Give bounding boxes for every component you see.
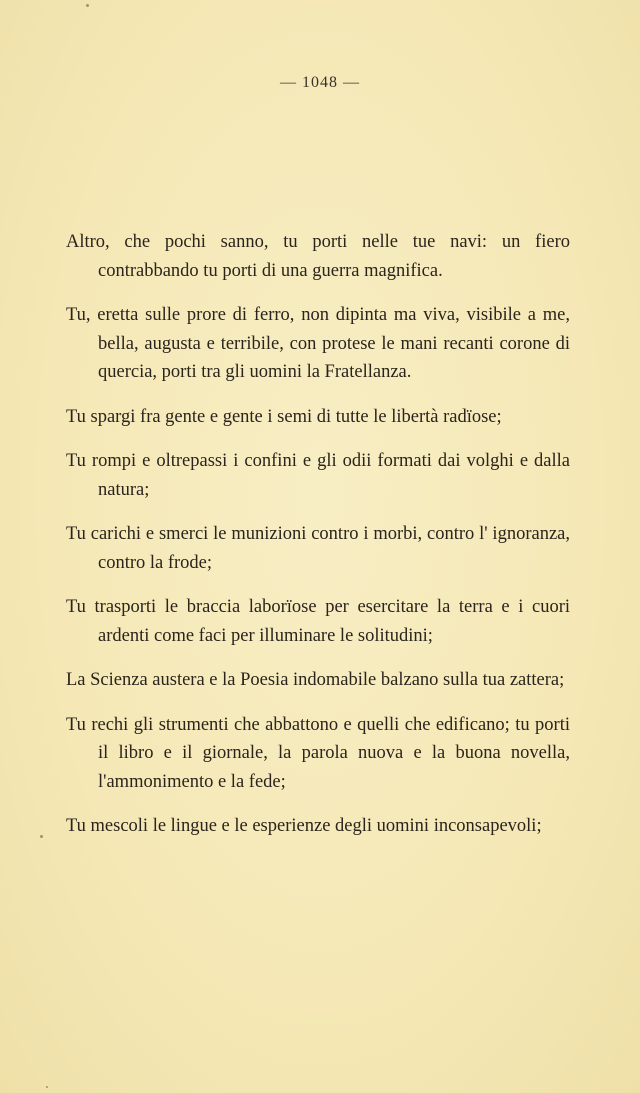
paper-speck bbox=[86, 4, 89, 7]
paper-speck bbox=[46, 1086, 48, 1088]
paragraph: Tu, eretta sulle prore di ferro, non dipinta ma viva, visibile a me, bella, augusta e terribile, con protese le mani recanti corone di quercia, porti tra gli uomini la Fratellanza. bbox=[66, 305, 570, 382]
page-number: — 1048 — bbox=[280, 74, 360, 91]
paragraph: Tu mescoli le lingue e le esperienze degli uomini inconsapevoli; bbox=[66, 816, 542, 836]
paper-speck bbox=[40, 835, 43, 838]
text-body bbox=[66, 228, 570, 857]
paragraph: Tu rompi e oltrepassi i confini e gli odii formati dai volghi e dalla natura; bbox=[66, 451, 570, 500]
paragraph: Tu carichi e smerci le munizioni contro i morbi, contro l' ignoranza, contro la frode; bbox=[66, 524, 570, 573]
paragraph: La Scienza austera e la Poesia indomabile balzano sulla tua zattera; bbox=[66, 670, 565, 690]
paragraph: Tu trasporti le braccia laborïose per esercitare la terra e i cuori ardenti come faci per illuminare le solitudini; bbox=[66, 597, 570, 646]
paragraph: Tu rechi gli strumenti che abbattono e quelli che edificano; tu porti il libro e il giornale, la parola nuova e la buona novella, l'ammonimento e la fede; bbox=[66, 714, 570, 792]
paragraph: Altro, che pochi sanno, tu porti nelle tue navi: un fiero contrabbando tu porti di una guerra magnifica. bbox=[66, 232, 570, 281]
paragraph: Tu spargi fra gente e gente i semi di tutte le libertà radïose; bbox=[66, 406, 502, 427]
